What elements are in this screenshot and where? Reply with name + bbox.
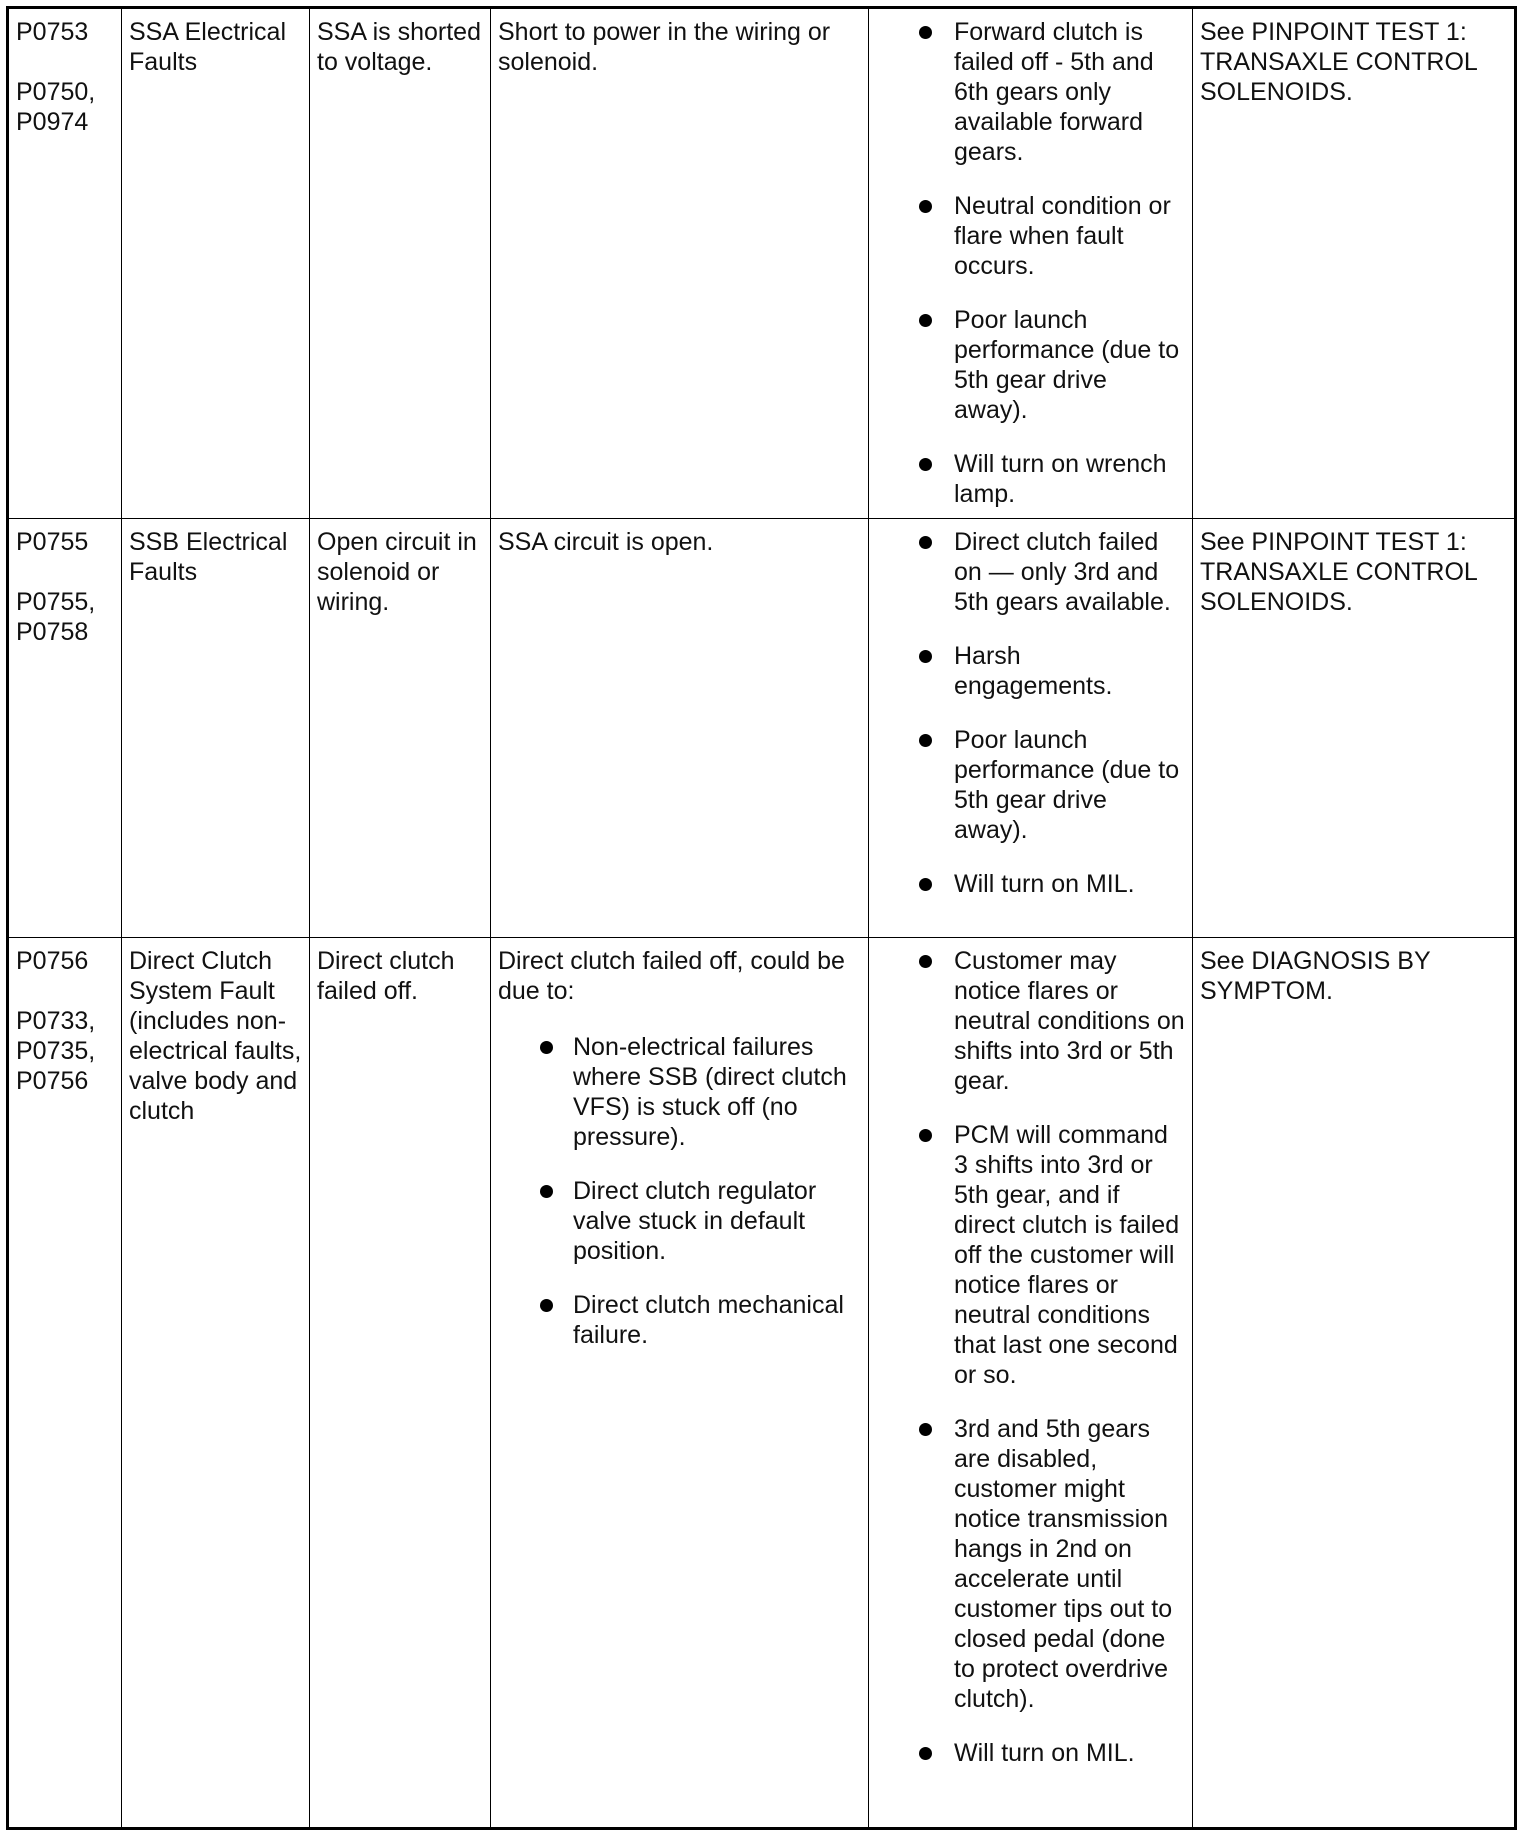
condition-text: SSA is shorted to voltage. — [317, 18, 481, 76]
symptoms-cell — [869, 938, 1193, 1829]
bullet-icon — [919, 1747, 932, 1760]
bullet-icon — [540, 1299, 553, 1312]
causes-cell — [491, 938, 869, 1829]
system-cell — [122, 519, 310, 938]
dtc-code-cell — [8, 8, 122, 519]
bullet-icon — [919, 536, 932, 549]
action-cell — [1193, 938, 1516, 1829]
list-item: Neutral condition or flare when fault occurs. — [876, 191, 1186, 281]
symptom-list — [876, 17, 1186, 509]
dtc-code-cell — [8, 519, 122, 938]
system-text: SSA Electrical Faults — [129, 18, 287, 76]
system-text: SSB Electrical Faults — [129, 528, 288, 586]
causes-text: SSA circuit is open. — [498, 528, 714, 556]
list-item: Poor launch performance (due to 5th gear drive away). — [876, 305, 1186, 425]
list-item: Will turn on MIL. — [876, 1738, 1186, 1768]
bullet-icon — [919, 650, 932, 663]
bullet-icon — [540, 1185, 553, 1198]
action-cell — [1193, 8, 1516, 519]
bullet-icon — [919, 1423, 932, 1436]
condition-cell — [310, 938, 491, 1829]
symptoms-cell — [869, 8, 1193, 519]
symptom-list — [876, 946, 1186, 1768]
list-item: Direct clutch mechanical failure. — [498, 1290, 862, 1350]
list-item: Poor launch performance (due to 5th gear drive away). — [876, 725, 1186, 845]
symptom-list — [876, 527, 1186, 899]
list-item: Non-electrical failures where SSB (direct clutch VFS) is stuck off (no pressure). — [498, 1032, 862, 1152]
list-item: Direct clutch failed on — only 3rd and 5th gears available. — [876, 527, 1186, 617]
condition-cell — [310, 519, 491, 938]
causes-cell — [491, 519, 869, 938]
bullet-icon — [919, 458, 932, 471]
list-item: Harsh engagements. — [876, 641, 1186, 701]
bullet-icon — [919, 26, 932, 39]
bullet-icon — [919, 878, 932, 891]
action-cell — [1193, 519, 1516, 938]
related-dtc-codes: P0755, P0758 — [16, 588, 96, 646]
bullet-icon — [919, 314, 932, 327]
table-row — [8, 8, 1516, 519]
list-item: Will turn on MIL. — [876, 869, 1186, 899]
table-row — [8, 519, 1516, 938]
condition-text: Direct clutch failed off. — [317, 947, 455, 1005]
list-item: Direct clutch regulator valve stuck in default position. — [498, 1176, 862, 1266]
bullet-icon — [919, 955, 932, 968]
dtc-code: P0755 — [16, 528, 89, 556]
dtc-code: P0753 — [16, 18, 89, 46]
table-row — [8, 938, 1516, 1829]
list-item: Customer may notice flares or neutral conditions on shifts into 3rd or 5th gear. — [876, 946, 1186, 1096]
list-item: 3rd and 5th gears are disabled, customer might notice transmission hangs in 2nd on accelerate until customer tips out to closed pedal (done to protect overdrive clutch). — [876, 1414, 1186, 1714]
cause-list — [498, 1032, 862, 1350]
condition-cell — [310, 8, 491, 519]
action-text: See PINPOINT TEST 1: TRANSAXLE CONTROL SOLENOIDS. — [1200, 18, 1477, 106]
symptoms-cell — [869, 519, 1193, 938]
list-item: PCM will command 3 shifts into 3rd or 5th gear, and if direct clutch is failed off the customer will notice flares or neutral conditions that last one second or so. — [876, 1120, 1186, 1390]
list-item: Forward clutch is failed off - 5th and 6th gears only available forward gears. — [876, 17, 1186, 167]
dtc-diagnostic-sheet — [6, 6, 1514, 1830]
list-item: Will turn on wrench lamp. — [876, 449, 1186, 509]
action-text: See DIAGNOSIS BY SYMPTOM. — [1200, 947, 1431, 1005]
related-dtc-codes: P0733, P0735, P0756 — [16, 1007, 96, 1095]
dtc-table — [6, 6, 1517, 1830]
system-cell — [122, 938, 310, 1829]
dtc-code: P0756 — [16, 947, 89, 975]
dtc-code-cell — [8, 938, 122, 1829]
related-dtc-codes: P0750, P0974 — [16, 78, 96, 136]
system-text: Direct Clutch System Fault (includes non-electrical faults, valve body and clutch — [129, 947, 302, 1125]
bullet-icon — [919, 200, 932, 213]
condition-text: Open circuit in solenoid or wiring. — [317, 528, 477, 616]
bullet-icon — [919, 1129, 932, 1142]
causes-cell — [491, 8, 869, 519]
bullet-icon — [540, 1041, 553, 1054]
bullet-icon — [919, 734, 932, 747]
causes-text: Direct clutch failed off, could be due to: — [498, 947, 845, 1005]
system-cell — [122, 8, 310, 519]
causes-text: Short to power in the wiring or solenoid. — [498, 18, 831, 76]
action-text: See PINPOINT TEST 1: TRANSAXLE CONTROL SOLENOIDS. — [1200, 528, 1477, 616]
